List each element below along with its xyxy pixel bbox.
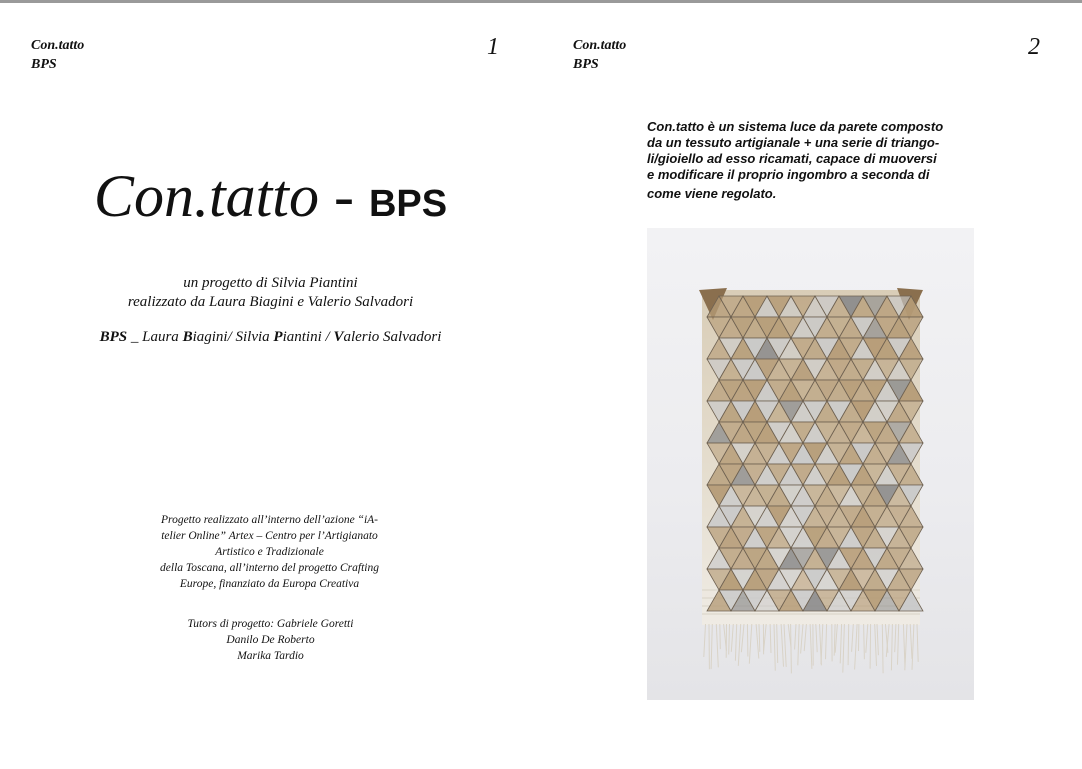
fringe-thread: [816, 624, 817, 652]
credits-line: realizzato da Laura Biagini e Valerio Salvadori: [127, 294, 414, 310]
fabric-fringe: [704, 624, 918, 673]
fringe-thread: [777, 624, 778, 663]
fringe-thread: [877, 624, 878, 655]
fringe-thread: [729, 624, 730, 655]
fringe-thread: [912, 624, 914, 670]
fringe-thread: [891, 624, 892, 670]
page-number: 2: [1028, 34, 1040, 60]
fringe-thread: [810, 624, 812, 669]
header-subtitle: BPS: [31, 57, 57, 72]
title-bold: BPS: [368, 183, 448, 225]
fringe-thread: [843, 624, 845, 673]
tutors: [0, 616, 541, 664]
fringe-thread: [731, 624, 733, 652]
fringe-thread: [882, 624, 883, 673]
bps-part: Laura: [142, 329, 183, 345]
tutors-line: Danilo De Roberto: [226, 634, 315, 646]
tutors-line: Marika Tardio: [237, 650, 304, 662]
fringe-thread: [848, 624, 849, 665]
bps-part: iagini/ Silvia: [192, 329, 274, 345]
bps-sep: _: [127, 329, 143, 345]
fringe-thread: [821, 624, 823, 664]
fringe-thread: [759, 624, 760, 652]
project-line: della Toscana, all’interno del progetto Crafting: [160, 562, 379, 574]
fringe-thread: [738, 624, 740, 666]
project-line: Progetto realizzato all’interno dell’azione “iA-: [161, 514, 378, 526]
fringe-thread: [855, 624, 858, 670]
fringe-thread: [716, 624, 718, 667]
bps-part: iantini /: [282, 329, 334, 345]
fringe-thread: [795, 624, 796, 650]
fringe-thread: [875, 624, 877, 666]
page-left: [0, 3, 541, 769]
fringe-thread: [791, 624, 792, 673]
project-note: [130, 512, 409, 592]
fringe-thread: [835, 624, 837, 653]
fringe-thread: [870, 624, 871, 669]
fringe-thread: [781, 624, 783, 667]
fringe-thread: [866, 624, 868, 653]
fringe-thread: [704, 624, 706, 657]
fringe-thread: [770, 624, 771, 653]
page-right: [541, 3, 1082, 769]
fringe-thread: [735, 624, 736, 661]
header-title: Con.tatto: [573, 38, 627, 53]
page-title: [0, 160, 541, 248]
bps-part: alerio Salvadori: [343, 329, 442, 345]
project-line: telier Online” Artex – Centro per l’Artigianato: [161, 530, 378, 542]
fringe-thread: [774, 624, 775, 671]
product-photo: [647, 228, 974, 700]
fringe-thread: [749, 624, 752, 664]
fringe-thread: [905, 624, 907, 670]
woven-lamp-illustration: [647, 228, 974, 700]
bps-initial: P: [273, 329, 283, 345]
fringe-thread: [910, 624, 912, 659]
bps-acronym-line: [0, 329, 541, 346]
product-description: [647, 119, 975, 202]
page-number: 1: [487, 34, 499, 60]
bps-lead: BPS: [99, 329, 128, 345]
project-line: Artistico e Tradizionale: [215, 546, 324, 558]
running-header: [573, 36, 626, 74]
bps-initial: V: [333, 329, 344, 345]
fringe-thread: [801, 624, 803, 654]
fringe-thread: [764, 624, 767, 651]
triangle-lattice: [707, 296, 923, 611]
description-line: come viene regolato.: [647, 186, 777, 201]
fringe-thread: [895, 624, 896, 652]
credits: [0, 274, 541, 312]
fringe-thread: [852, 624, 854, 652]
fringe-thread: [784, 624, 786, 667]
header-title: Con.tatto: [31, 38, 85, 53]
fringe-thread: [826, 624, 827, 659]
fringe-thread: [804, 624, 806, 651]
fringe-thread: [864, 624, 865, 659]
fringe-thread: [798, 624, 799, 665]
header-subtitle: BPS: [573, 57, 599, 72]
fringe-thread: [898, 624, 899, 665]
credits-line: un progetto di Silvia Piantini: [183, 275, 358, 291]
project-line: Europe, finanziato da Europa Creativa: [179, 578, 360, 590]
running-header: [31, 36, 84, 74]
fringe-thread: [840, 624, 841, 663]
fringe-thread: [711, 624, 712, 669]
description-line: da un tessuto artigianale + una serie di triango-: [647, 135, 940, 150]
bps-initial: B: [182, 329, 193, 345]
fringe-thread: [756, 624, 759, 659]
fringe-thread: [720, 624, 721, 649]
fringe-thread: [741, 624, 744, 652]
description-line: Con.tatto è un sistema luce da parete composto: [647, 119, 944, 134]
fringe-thread: [917, 624, 918, 662]
fringe-thread: [747, 624, 748, 657]
title-main: Con.tatto -: [93, 163, 369, 229]
description-line: e modificare il proprio ingombro a seconda di: [647, 167, 930, 182]
tutors-line: Tutors di progetto: Gabriele Goretti: [187, 618, 354, 630]
description-line: li/gioiello ad esso ricamati, capace di muoversi: [647, 151, 937, 166]
